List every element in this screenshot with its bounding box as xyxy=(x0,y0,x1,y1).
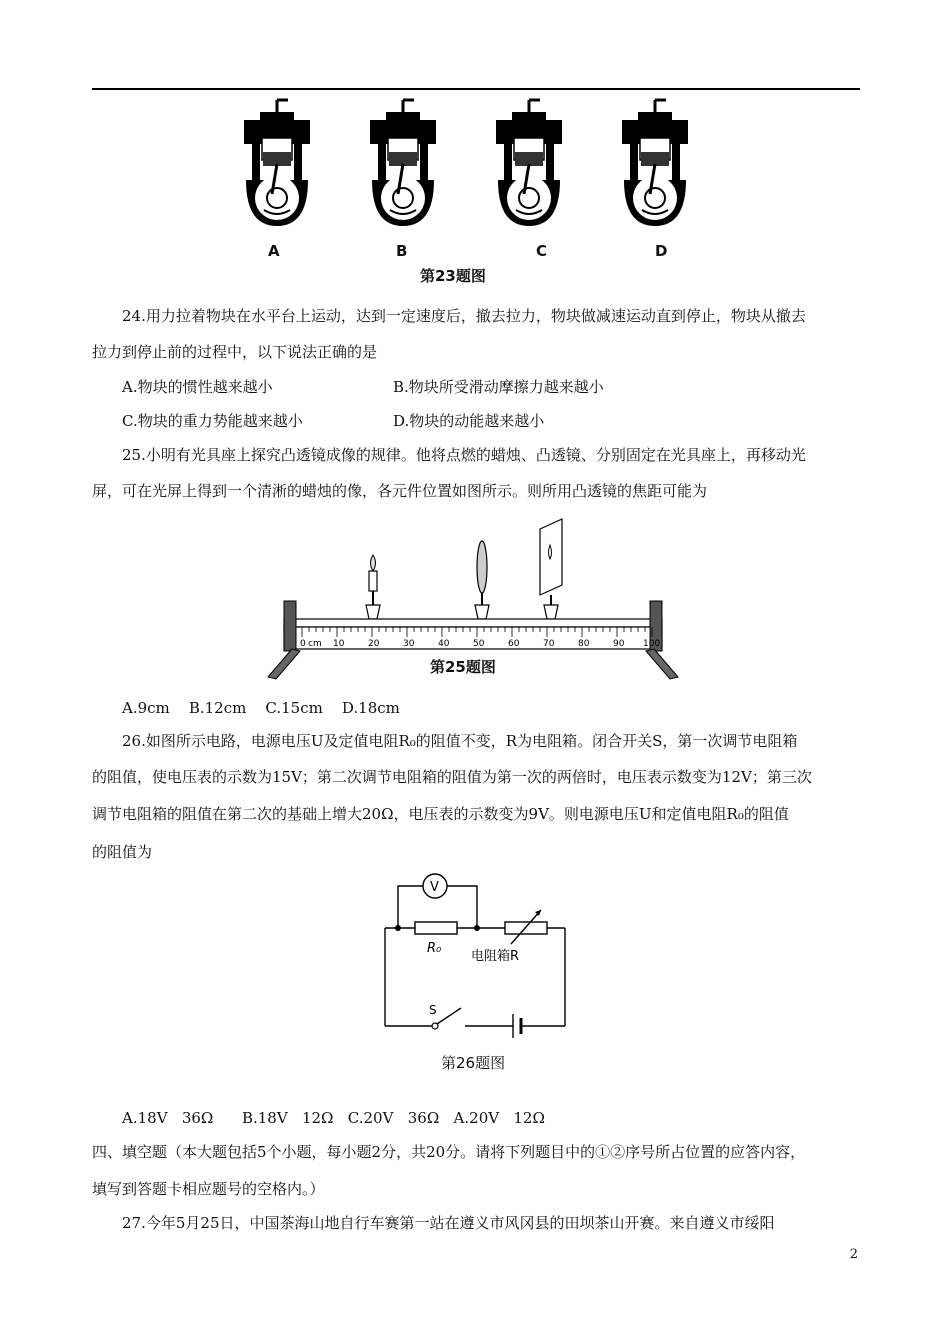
q26-stem-line1: 26.如图所示电路，电源电压U及定值电阻R₀的阻值不变，R为电阻箱。闭合开关S，第一次调节电阻箱 xyxy=(122,732,798,750)
scale-tick-80: 80 xyxy=(578,639,590,649)
scale-unit: cm xyxy=(308,639,322,649)
q25-stem-line2: 屏，可在光屏上得到一个清淅的蜡烛的像，各元件位置如图所示。则所用凸透镜的焦距可能为 xyxy=(92,482,708,500)
q26-stem-line2: 的阻值，使电压表的示数为15V；第二次调节电阻箱的阻值为第一次的两倍时，电压表示数变为12V；第三次 xyxy=(92,768,812,786)
r0-label: R₀ xyxy=(427,941,442,956)
engine-label-d: D xyxy=(655,242,668,260)
resistance-box-label: 电阻箱R xyxy=(471,949,520,964)
q23-caption: 第23题图 xyxy=(420,267,486,285)
circuit-diagram xyxy=(375,868,575,1038)
engine-label-c: C xyxy=(536,242,548,260)
header-rule xyxy=(92,88,860,90)
q26-options: A.18V 36Ω B.18V 12Ω C.20V 36Ω A.20V 12Ω xyxy=(122,1109,545,1127)
scale-tick-10: 10 xyxy=(333,639,345,649)
section4-heading-line1: 四、填空题（本大题包括5个小题，每小题2分，共20分。请将下列题目中的①②序号所占位置的应答内容， xyxy=(92,1143,806,1161)
scale-tick-60: 60 xyxy=(508,639,520,649)
engine-label-b: B xyxy=(396,242,408,260)
scale-zero: 0 xyxy=(300,639,306,649)
section4-heading-line2: 填写到答题卡相应题号的空格内。） xyxy=(92,1180,325,1198)
q26-stem-line3: 调节电阻箱的阻值在第二次的基础上增大20Ω，电压表的示数变为9V。则电源电压U和定值电阻R₀的阻值 xyxy=(92,805,789,823)
page-number: 2 xyxy=(849,1247,858,1262)
q24-stem-line2: 拉力到停止前的过程中，以下说法正确的是 xyxy=(92,343,378,361)
scale-tick-20: 20 xyxy=(368,639,380,649)
q25-caption: 第25题图 xyxy=(430,658,496,676)
scale-tick-70: 70 xyxy=(543,639,555,649)
q24-option-d: D.物块的动能越来越小 xyxy=(393,412,545,430)
scale-tick-90: 90 xyxy=(613,639,625,649)
q24-stem-line1: 24.用力拉着物块在水平台上运动，达到一定速度后，撤去拉力，物块做减速运动直到停止，物块从撤去 xyxy=(122,307,806,325)
scale-tick-30: 30 xyxy=(403,639,415,649)
scale-tick-50: 50 xyxy=(473,639,485,649)
q26-caption: 第26题图 xyxy=(441,1054,506,1072)
q24-option-c: C.物块的重力势能越来越小 xyxy=(122,412,303,430)
scale-tick-100: 100 xyxy=(643,639,661,649)
engine-label-a: A xyxy=(268,242,280,260)
engine-diagrams xyxy=(230,98,710,230)
q26-stem-line4: 的阻值为 xyxy=(92,843,153,861)
scale-tick-40: 40 xyxy=(438,639,450,649)
voltmeter-label: V xyxy=(430,880,439,895)
switch-label: S xyxy=(429,1003,437,1017)
q24-option-a: A.物块的惯性越来越小 xyxy=(122,378,273,396)
q24-option-b: B.物块所受滑动摩擦力越来越小 xyxy=(393,378,604,396)
q25-stem-line1: 25.小明有光具座上探究凸透镜成像的规律。他将点燃的蜡烛、凸透镜、分别固定在光具座上，再移动光 xyxy=(122,446,806,464)
q27-line1: 27.今年5月25日，中国茶海山地自行车赛第一站在遵义市风冈县的田坝茶山开赛。来自遵义市绥阳 xyxy=(122,1214,775,1232)
q25-options: A.9cm B.12cm C.15cm D.18cm xyxy=(122,699,400,717)
